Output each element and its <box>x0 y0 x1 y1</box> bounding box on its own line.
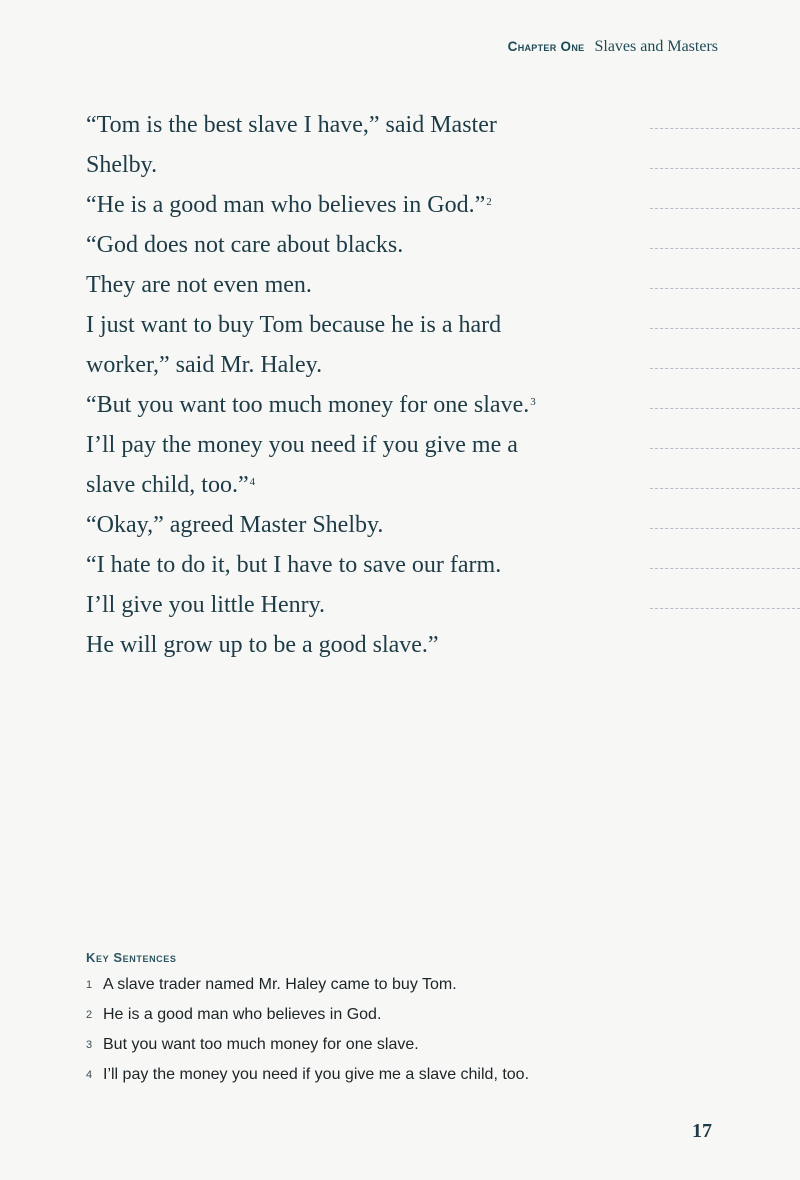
note-rule <box>650 208 800 248</box>
story-line: “But you want too much money for one slave.$^3$ <box>86 392 536 418</box>
key-sentence-item <box>86 975 686 1005</box>
story-line: “Okay,” agreed Master Shelby. <box>86 512 384 538</box>
note-rule <box>650 248 800 288</box>
key-sentence-number: 4 <box>86 1069 93 1081</box>
note-rule <box>650 488 800 528</box>
story-line: slave child, too.”$^4$ <box>86 472 256 498</box>
key-sentence-item <box>86 1065 686 1095</box>
chapter-label: Chapter One <box>507 39 585 54</box>
margin-note-lines <box>650 128 800 648</box>
key-sentence-text: He is a good man who believes in God. <box>103 1006 382 1023</box>
story-line: “I hate to do it, but I have to save our farm. <box>86 552 502 578</box>
note-rule <box>650 368 800 408</box>
running-header <box>508 38 718 56</box>
story-line: I just want to buy Tom because he is a hard <box>86 312 502 338</box>
story-line: He will grow up to be a good slave.” <box>86 632 439 658</box>
key-sentence-text: But you want too much money for one slave. <box>103 1036 419 1053</box>
footnote-marker: 3 <box>530 396 536 408</box>
key-sentences <box>86 950 686 1095</box>
note-rule <box>650 608 800 648</box>
key-sentence-item <box>86 1035 686 1065</box>
story-line: They are not even men. <box>86 272 312 298</box>
note-rule <box>650 328 800 368</box>
key-sentence-item <box>86 1005 686 1035</box>
story-line: Shelby. <box>86 152 158 178</box>
key-sentence-text: I’ll pay the money you need if you give me a slave child, too. <box>103 1066 530 1083</box>
note-rule <box>650 408 800 448</box>
page-number: 17 <box>692 1120 712 1142</box>
story-line: I’ll give you little Henry. <box>86 592 326 618</box>
story-line: “God does not care about blacks. <box>86 232 404 258</box>
story-line: I’ll pay the money you need if you give me a <box>86 432 518 458</box>
note-rule <box>650 128 800 168</box>
footnote-marker: 4 <box>249 476 256 488</box>
note-rule <box>650 448 800 488</box>
story-line: “He is a good man who believes in God.”$^2$ <box>86 192 492 218</box>
story-line: “Tom is the best slave I have,” said Master <box>86 112 497 138</box>
note-rule <box>650 288 800 328</box>
note-rule <box>650 568 800 608</box>
key-sentence-text: A slave trader named Mr. Haley came to buy Tom. <box>103 976 457 993</box>
key-sentence-number: 1 <box>86 979 93 991</box>
key-sentences-title: Key Sentences <box>86 950 177 965</box>
note-rule <box>650 168 800 208</box>
key-sentence-number: 2 <box>86 1009 93 1021</box>
chapter-title: Slaves and Masters <box>594 38 718 55</box>
story-line: worker,” said Mr. Haley. <box>86 352 323 378</box>
note-rule <box>650 528 800 568</box>
footnote-marker: 2 <box>486 196 492 208</box>
key-sentence-number: 3 <box>86 1039 93 1051</box>
story-text <box>86 102 646 662</box>
